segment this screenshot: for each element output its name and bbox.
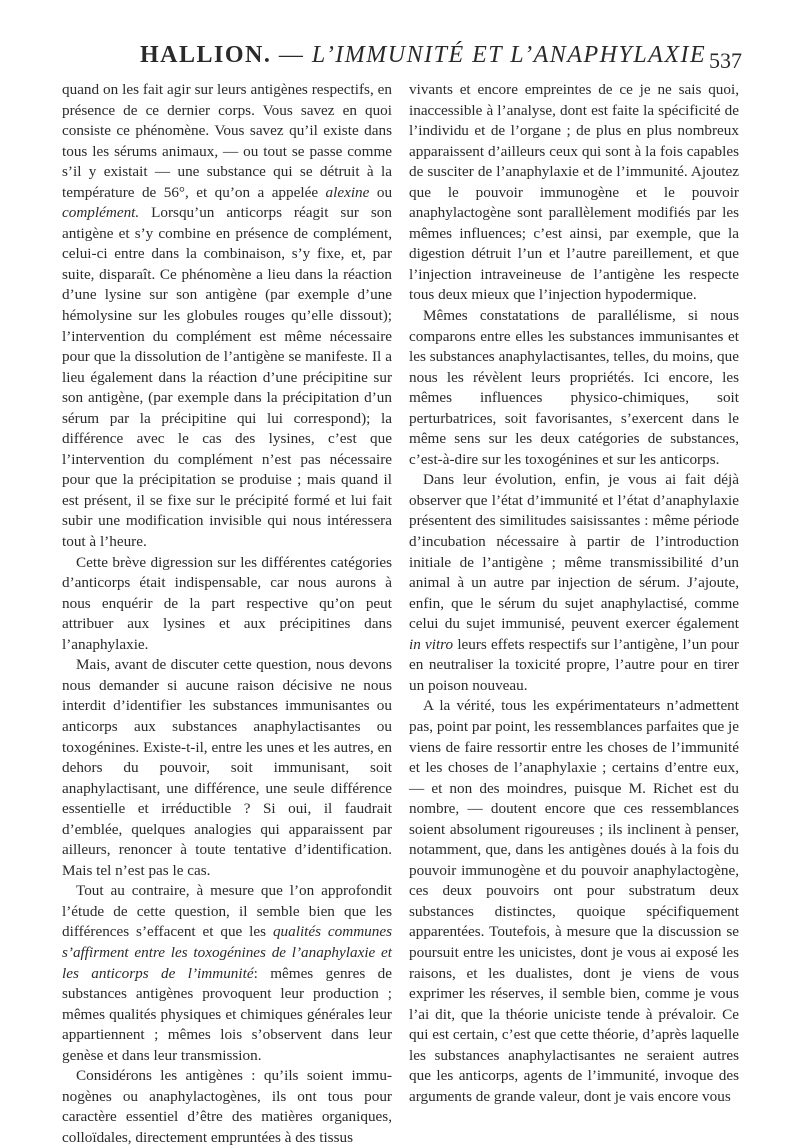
paragraph-left-2: Cette brève digression sur les différentes catégories d’anticorps était indispensable, car nous aurons à nous enquérir de la part respective qu’on peut attribuer aux lysines et aux précipitines dans l’anaphylaxie. [62, 553, 392, 653]
paragraph-left-1 [62, 80, 392, 553]
paragraph-text: leurs effets respectifs sur l’antigène, l’un pour en neutraliser la toxicité propre, l’autre pour en tirer un poison nouveau. [409, 635, 739, 694]
header-author: HALLION. [140, 42, 272, 68]
paragraph-right-2: Mêmes constatations de parallélisme, si nous comparons entre elles les substances immunisantes et les substances anaphylactisantes, telles, du moins, que nous les révèlent leurs propriétés. Ici encore, les mêmes influences physico-chimiques, soit perturbatrices, soit favorisantes, s’exercent dans le même sens sur les deux catégories de substances, c’est-à-dire sur les toxogénines et sur les anticorps. [409, 307, 739, 468]
italic-emphasis: qualités communes s’affirment entre les toxogénines de l’anaphylaxie et les anticorps de l’immunité [62, 923, 393, 982]
paragraph-left-5: Considérons les antigènes : qu’ils soient immunogènes ou anaphylactogènes, ils ont tous pour caractère essentiel d’être des matières organiques, colloïdales, directement empruntées à des tissus [62, 1067, 392, 1146]
text-column-right [409, 80, 739, 1107]
paragraph-right-3 [409, 470, 739, 696]
paragraph-text: quand on les fait agir sur leurs antigènes respectifs, en présence de ce dernier corps. Vous savez en quoi consiste ce phénomène. Vous savez qu’il existe dans tous les sérums animaux, — ou tout se passe comme s’il y existait — une substance qui se détruit à la température de 56°, et qu’on a appelée [62, 81, 392, 201]
paragraph-right-1: vivants et encore empreintes de ce je ne sais quoi, inaccessible à l’analyse, dont est faite la spécificité de l’individu et de l’organe ; de plus en plus nombreux apparaissent d’ailleurs ceux qui sont à la fois capables de susciter de l’anaphylaxie et de l’immunité. Ajoutez que le pouvoir immunogène et le pouvoir anaphylactogène sont parallèlement modifiés par les mêmes influences; c’est ainsi, par exemple, que la digestion détruit l’un et l’autre pareillement, et que l’injection intraveineuse de l’antigène les respecte tous deux mieux que l’injection hypodermique. [409, 81, 739, 304]
paragraph-left-4 [62, 881, 392, 1066]
paragraph-text: Dans leur évolution, enfin, je vous ai fait déjà observer que l’état d’immunité et l’état d’anaphylaxie présentent des similitudes saisissantes : même période d’incubation nécessaire à partir de l’introduction initiale de l’antigène ; même transmissibilité d’un animal à un autre par injection de sérum. J’ajoute, enfin, que le sérum du sujet anaphylactisé, comme celui du sujet immunisé, peuvent exercer également [409, 471, 739, 633]
paragraph-text: Tout au contraire, à mesure que l’on approfondit l’étude de cette question, il semble bien que les différences s’effacent et que les [62, 882, 392, 941]
italic-term-complement: complément. [62, 204, 140, 222]
paragraph-text: Lorsqu’un anticorps réagit sur son antigène et s’y combine en présence de complément, celui-ci entre dans la combinaison, s’y fixe, et, par suite, disparaît. Ce phénomène a lieu dans la réaction d’une lysine sur son antigène (par exemple d’une hémolysine sur les globules rouges qu’elle dissout); l’intervention du complément est même nécessaire pour que la dissolution de l’antigène se manifeste. Il a lieu également dans la réaction d’une précipitine sur son antigène, (par exemple dans la précipitation d’un sérum par la précipitine qui lui correspond); la différence avec le cas des lysines, c’est que l’intervention du complément n’est pas nécessaire pour que la précipitation se produise ; mais quand il est présent, il se fixe sur le précipité formé et lui fait subir une modification invisible qui nous intéressera tout à l’heure. [62, 204, 392, 551]
italic-term-in-vitro: in vitro [409, 635, 454, 653]
running-header [60, 38, 750, 82]
paragraph-left-3: Mais, avant de discuter cette question, nous devons nous demander si aucune raison décisive ne nous interdit d’identifier les substances immunisantes ou anticorps aux substances anaphylactisantes ou toxogénines. Existe-t-il, entre les unes et les autres, en dehors du pouvoir, soit immunisant, soit anaphylactisant, une différence, une seule différence essentielle et irréductible ? Si oui, il faudrait d’emblée, quelques analogies qui apparaissent par ailleurs, renoncer à toute tentative d’identification. Mais tel n’est pas le cas. [62, 656, 392, 879]
paragraph-text: : mêmes genres de substances antigènes provoquent leur production ; mêmes qualités physiques et chimiques générales leur appartiennent ; mêmes lois s’observent dans leur genèse et dans leur transmission. [62, 964, 392, 1064]
italic-term-alexine: alexine [325, 183, 370, 201]
running-title [140, 42, 706, 69]
paragraph-right-4: A la vérité, tous les expérimentateurs n’admettent pas, point par point, les ressemblances parfaites que je viens de faire ressortir entre les choses de l’immunité et les choses de l’anaphylaxie ; certains d’entre eux, — et non des moindres, puisque M. Richet est du nombre, — doutent encore que ces ressemblances soient absolument rigoureuses ; ils inclinent à penser, notamment, que, dans les antigènes doués à la fois du pouvoir immunogène et du pouvoir anaphylactogène, ces deux pouvoirs ont pour substratum deux substances distinctes, quoique spécifiquement apparentées. Toutefois, à mesure que la discussion se poursuit entre les unicistes, dont je vous ai exposé les raisons, et les dualistes, dont je viens de vous exprimer les réserves, il semble bien, comme je vous l’ai dit, que la théorie uniciste tende à prévaloir. Ce qui est certain, c’est que cette théorie, d’après laquelle les substances anaphylactisantes ne seraient autres que les anticorps, agents de l’immunité, invoque des arguments de grande valeur, dont je vais encore vous [409, 697, 739, 1105]
header-title: L’IMMUNITÉ ET L’ANAPHYLAXIE [311, 42, 707, 68]
text-column-left [62, 80, 392, 1148]
page-number: 537 [709, 48, 742, 73]
header-dash: — [278, 42, 305, 68]
paragraph-text: ou [376, 183, 393, 201]
